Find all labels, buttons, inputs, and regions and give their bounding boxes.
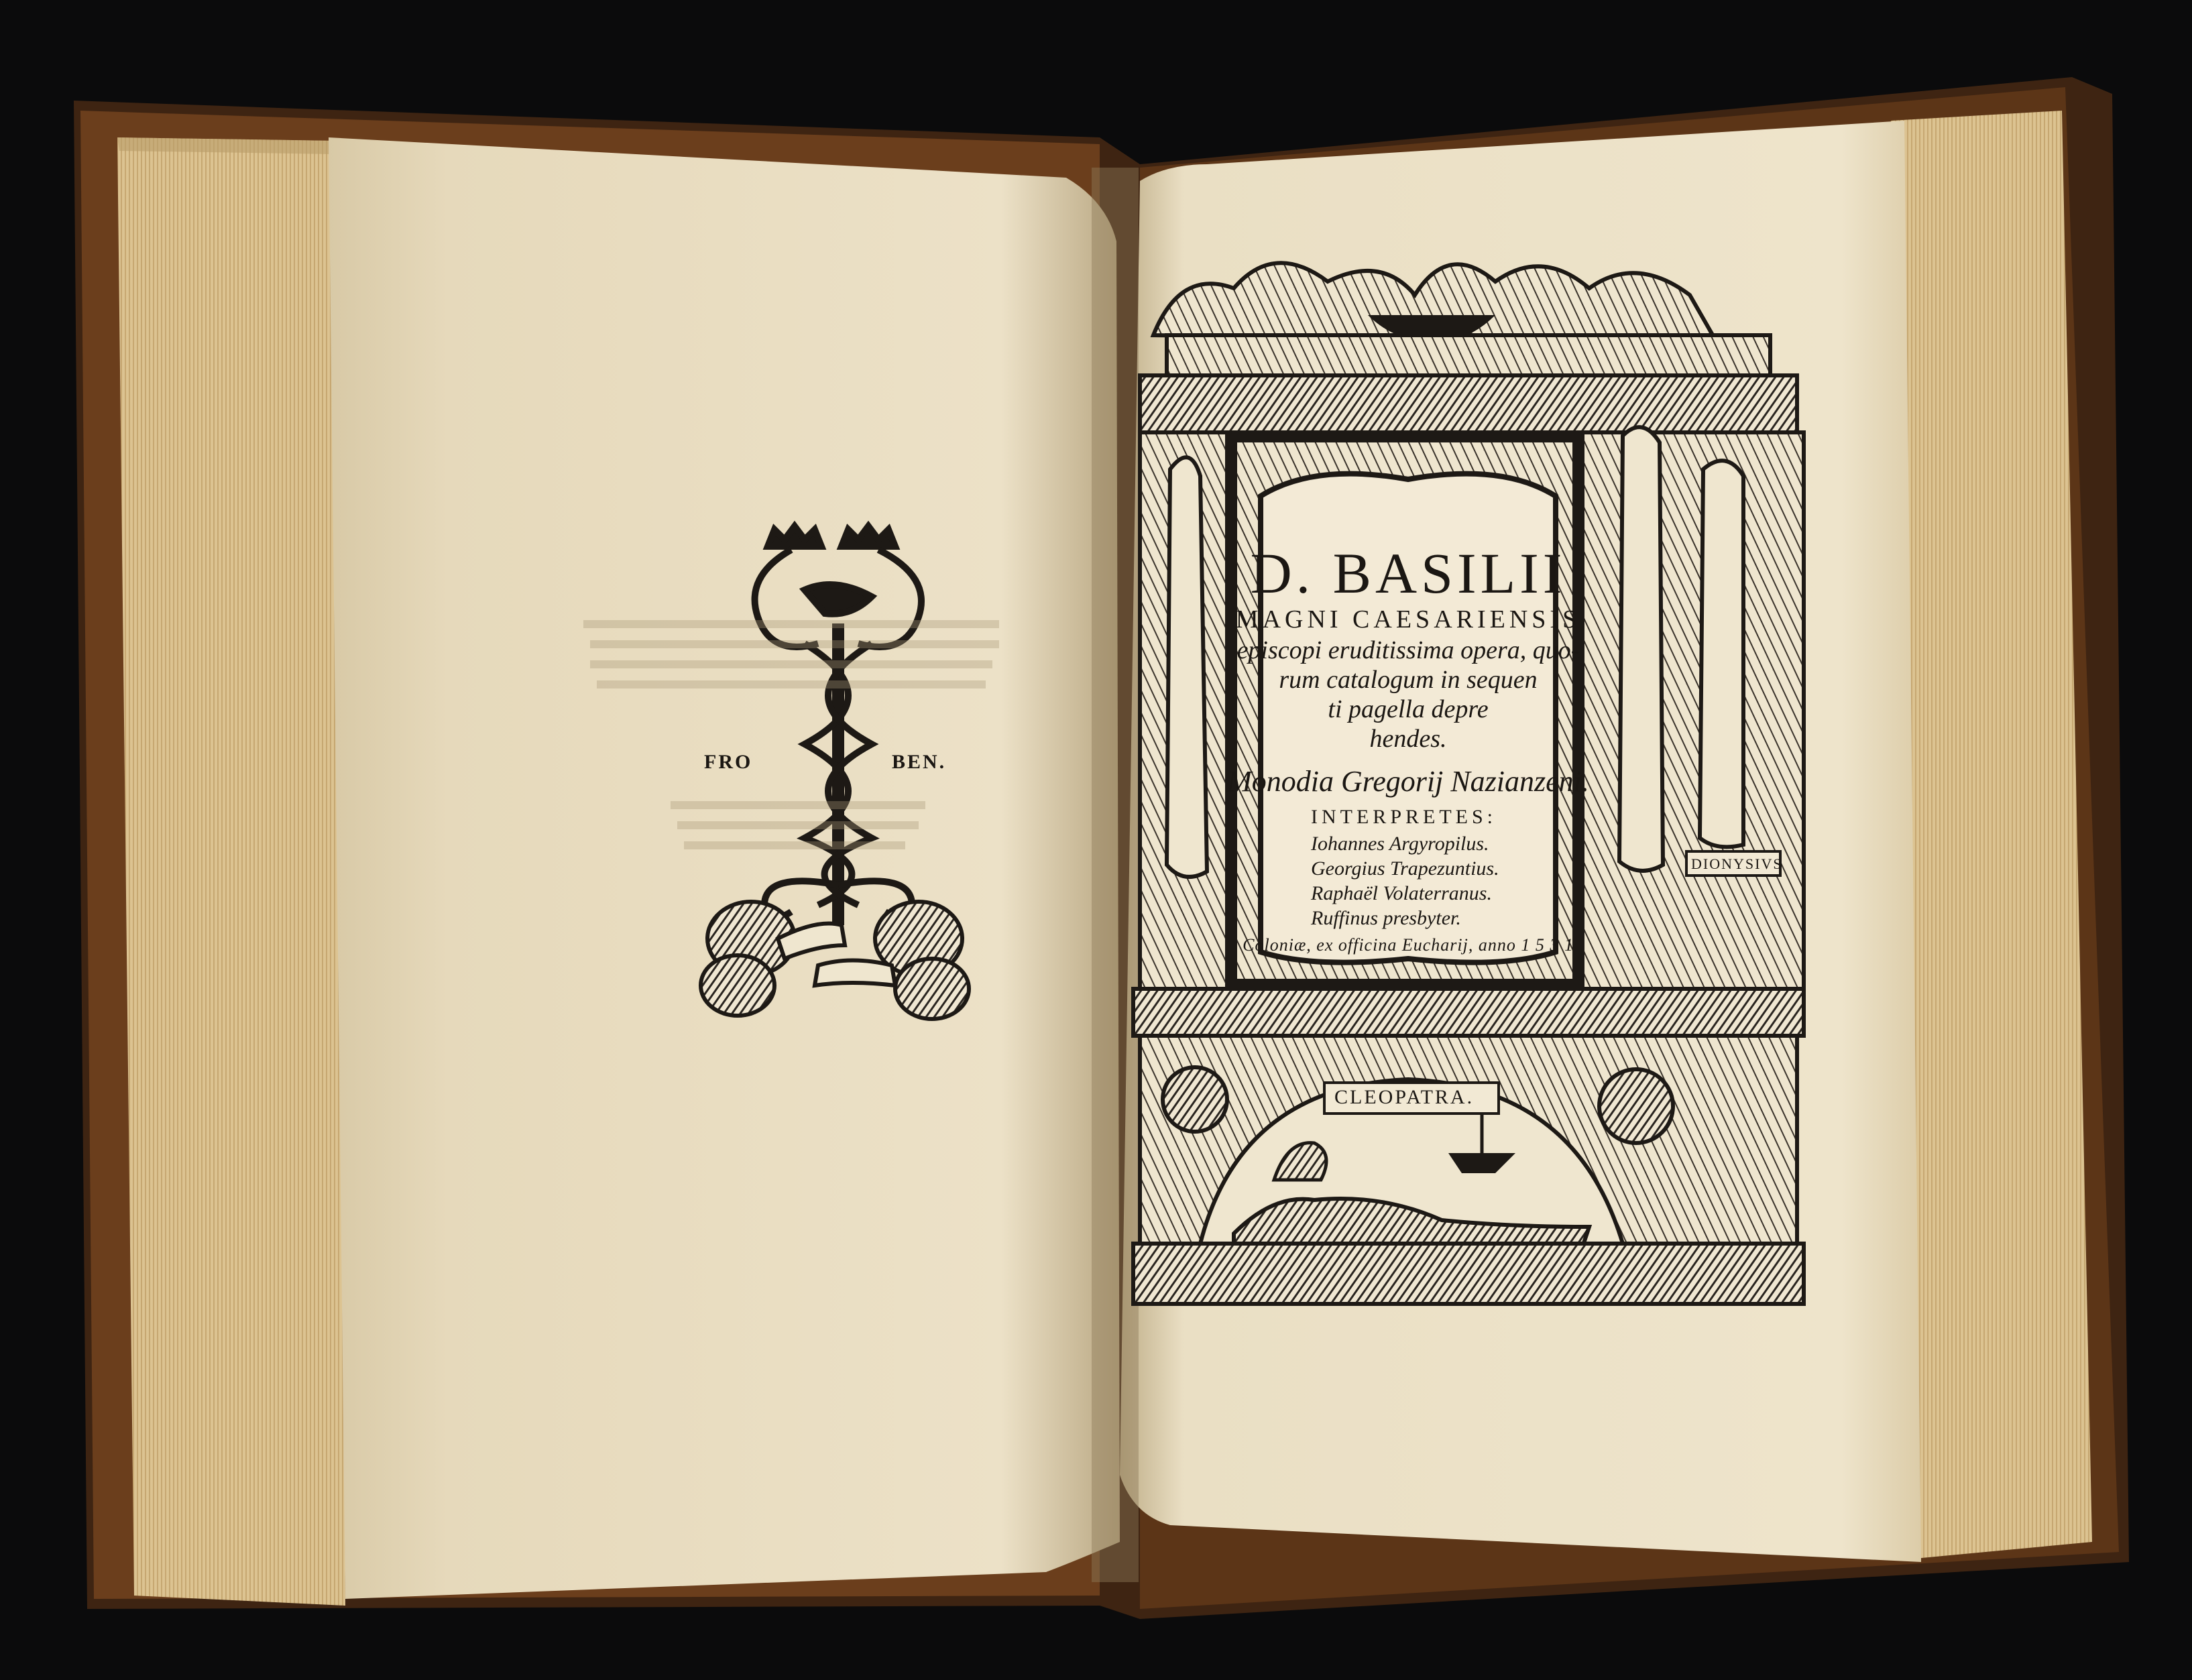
body-line-4: hendes.: [1369, 725, 1447, 753]
right-page-edges: [1891, 111, 2092, 1559]
cleopatra-label: CLEOPATRA.: [1334, 1086, 1475, 1108]
monodia-line: Monodia Gregorij Nazianzeni.: [1227, 765, 1589, 798]
left-page: [329, 137, 1120, 1599]
printers-mark-left: FRO: [704, 751, 753, 773]
interpres-3: Raphaël Volaterranus.: [1311, 882, 1492, 904]
interpres-2: Georgius Trapezuntius.: [1311, 857, 1499, 880]
body-line-2: rum catalogum in sequen: [1279, 666, 1538, 694]
interpres-4: Ruffinus presbyter.: [1311, 907, 1461, 929]
title-line-2: MAGNI CAESARIENSIS: [1235, 605, 1581, 634]
interpretes-heading: INTERPRETES:: [1311, 806, 1497, 828]
dionysius-label: DIONYSIVS: [1691, 855, 1783, 872]
body-line-3: ti pagella depre: [1328, 695, 1489, 723]
imprint-line: Coloniæ, ex officina Eucharij, anno 1 5 3 1: [1243, 935, 1574, 955]
body-line-1: episcopi eruditissima opera, quo-: [1236, 636, 1580, 664]
printers-mark-right: BEN.: [892, 751, 947, 773]
gutter-shadow: [1092, 168, 1139, 1582]
left-page-edges: [117, 137, 345, 1606]
woodcut-title-border: [1133, 263, 1804, 1304]
title-line-1: D. BASILII: [1250, 541, 1566, 605]
interpres-1: Iohannes Argyropilus.: [1311, 833, 1489, 855]
